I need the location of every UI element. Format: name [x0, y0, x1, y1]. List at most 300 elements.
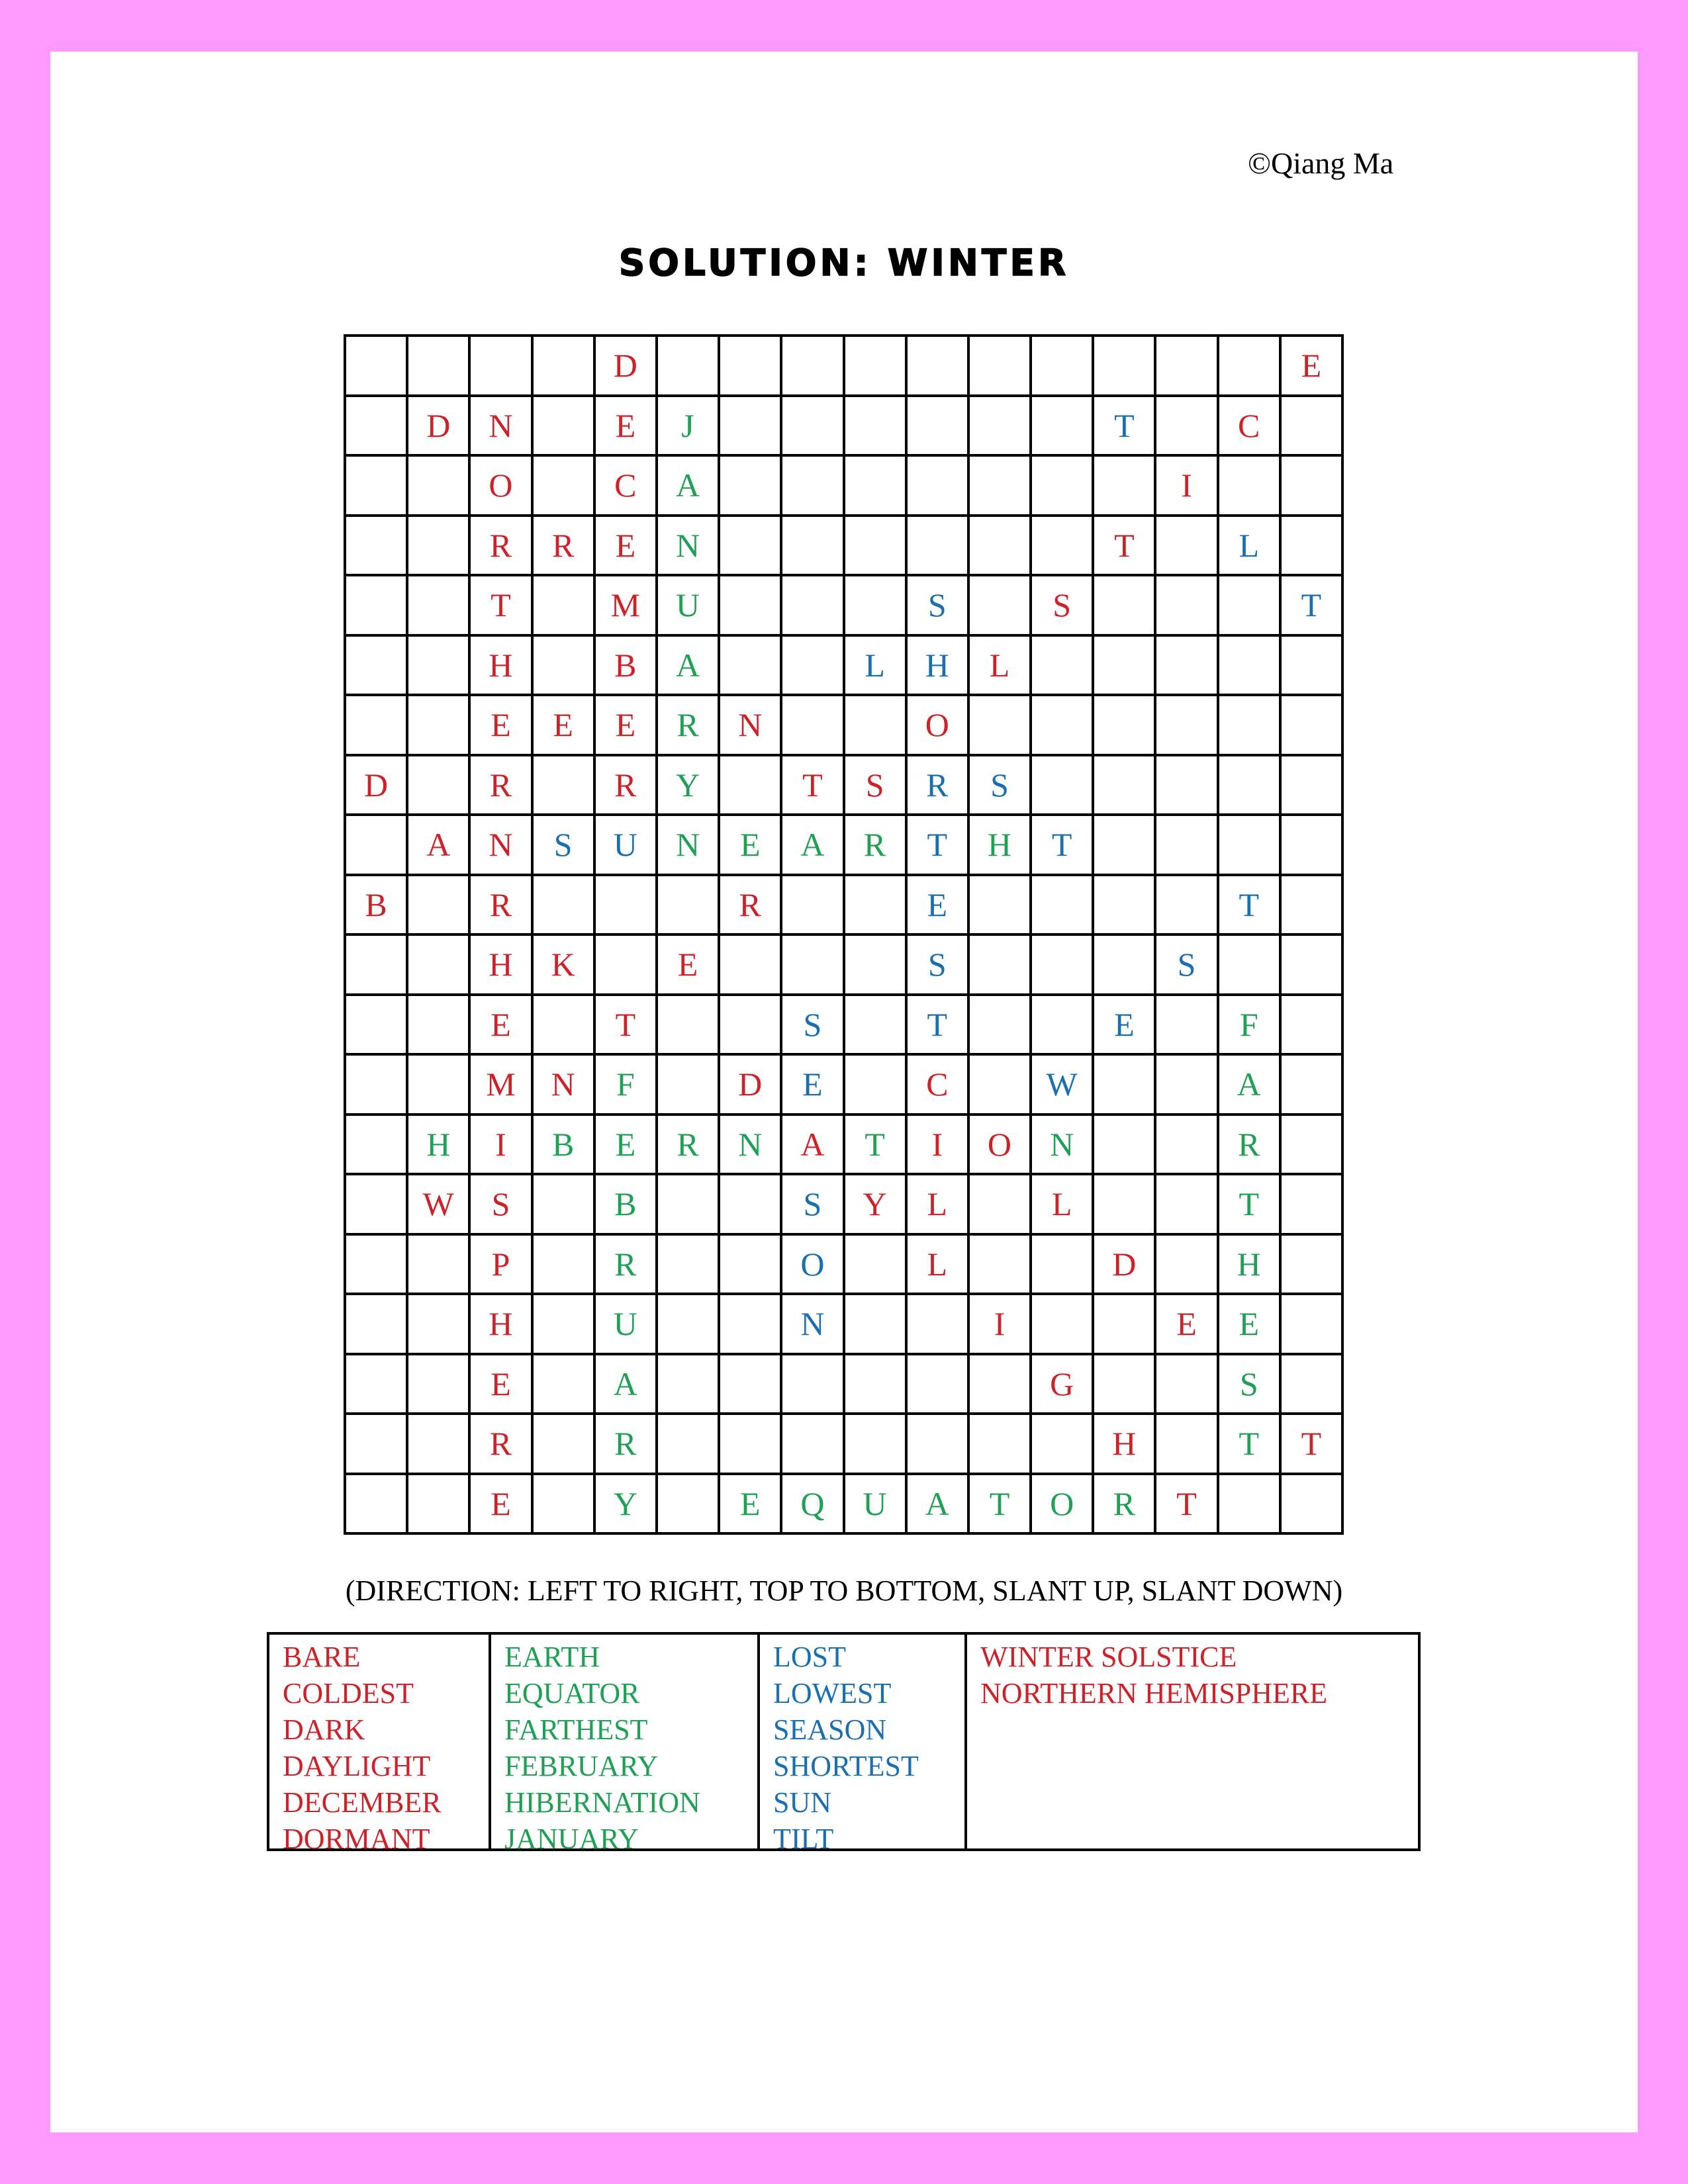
- word-bank-item: WINTER SOLSTICE: [980, 1641, 1237, 1673]
- grid-cell: [658, 1475, 720, 1535]
- grid-cell: [845, 996, 908, 1056]
- grid-cell: [1282, 816, 1344, 876]
- grid-cell: [720, 1295, 782, 1355]
- grid-cell: [658, 1355, 720, 1416]
- grid-cell: S: [471, 1175, 533, 1236]
- grid-cell: R: [1094, 1475, 1156, 1535]
- grid-cell: T: [1094, 397, 1156, 457]
- grid-cell: L: [1219, 517, 1282, 577]
- grid-cell: [845, 1236, 908, 1296]
- grid-cell: U: [658, 576, 720, 637]
- grid-cell: [970, 1175, 1032, 1236]
- grid-cell: T: [1219, 876, 1282, 936]
- grid-cell: U: [596, 816, 658, 876]
- grid-cell: E: [720, 1475, 782, 1535]
- grid-cell: [720, 397, 782, 457]
- grid-cell: [408, 1056, 471, 1116]
- grid-cell: [408, 576, 471, 637]
- grid-cell: [782, 1355, 845, 1416]
- grid-cell: [720, 756, 782, 817]
- word-bank-item: SEASON: [773, 1713, 887, 1746]
- grid-cell: H: [908, 637, 970, 697]
- grid-cell: [346, 1056, 408, 1116]
- grid-cell: B: [596, 637, 658, 697]
- grid-cell: N: [1032, 1116, 1094, 1176]
- grid-cell: [658, 1175, 720, 1236]
- word-bank-item: JANUARY: [504, 1823, 639, 1855]
- grid-cell: [534, 1415, 596, 1475]
- grid-cell: [408, 1295, 471, 1355]
- grid-cell: [908, 337, 970, 397]
- grid-cell: D: [1094, 1236, 1156, 1296]
- grid-cell: Y: [596, 1475, 658, 1535]
- grid-cell: [534, 1475, 596, 1535]
- grid-cell: [1094, 816, 1156, 876]
- grid-cell: [1156, 1116, 1219, 1176]
- grid-cell: [1282, 637, 1344, 697]
- grid-cell: T: [908, 816, 970, 876]
- grid-cell: [1032, 936, 1094, 996]
- grid-cell: B: [534, 1116, 596, 1176]
- grid-cell: [720, 457, 782, 517]
- grid-cell: [1156, 1175, 1219, 1236]
- grid-cell: [534, 1175, 596, 1236]
- grid-cell: [970, 1355, 1032, 1416]
- grid-cell: [1032, 337, 1094, 397]
- grid-cell: T: [782, 756, 845, 817]
- grid-cell: R: [534, 517, 596, 577]
- grid-cell: [1032, 637, 1094, 697]
- grid-cell: [1156, 876, 1219, 936]
- grid-cell: [720, 996, 782, 1056]
- grid-cell: O: [1032, 1475, 1094, 1535]
- grid-cell: [534, 1236, 596, 1296]
- grid-cell: D: [596, 337, 658, 397]
- grid-cell: H: [471, 637, 533, 697]
- grid-cell: [970, 696, 1032, 756]
- grid-cell: [1282, 1355, 1344, 1416]
- grid-cell: A: [658, 637, 720, 697]
- grid-cell: E: [596, 517, 658, 577]
- grid-cell: S: [970, 756, 1032, 817]
- grid-cell: F: [1219, 996, 1282, 1056]
- grid-cell: N: [658, 517, 720, 577]
- word-bank-table: [267, 1632, 1421, 1855]
- grid-cell: R: [658, 1116, 720, 1176]
- grid-cell: S: [908, 936, 970, 996]
- grid-cell: [845, 936, 908, 996]
- grid-cell: [1156, 696, 1219, 756]
- grid-cell: S: [908, 576, 970, 637]
- grid-cell: E: [720, 816, 782, 876]
- word-bank-item: TILT: [773, 1823, 834, 1855]
- grid-cell: A: [782, 1116, 845, 1176]
- grid-cell: [845, 1056, 908, 1116]
- grid-cell: [1282, 1295, 1344, 1355]
- grid-cell: [782, 696, 845, 756]
- grid-cell: [1156, 816, 1219, 876]
- grid-cell: [720, 517, 782, 577]
- grid-cell: [658, 876, 720, 936]
- grid-cell: D: [408, 397, 471, 457]
- grid-cell: [534, 337, 596, 397]
- grid-cell: C: [1219, 397, 1282, 457]
- grid-cell: [596, 876, 658, 936]
- grid-cell: [1219, 756, 1282, 817]
- grid-cell: [346, 576, 408, 637]
- grid-cell: [1094, 936, 1156, 996]
- grid-cell: [534, 1295, 596, 1355]
- grid-cell: E: [596, 1116, 658, 1176]
- grid-cell: [471, 337, 533, 397]
- grid-cell: [1032, 1415, 1094, 1475]
- grid-cell: [534, 637, 596, 697]
- grid-cell: [1219, 457, 1282, 517]
- grid-cell: [908, 397, 970, 457]
- grid-cell: T: [970, 1475, 1032, 1535]
- grid-cell: [534, 876, 596, 936]
- word-bank-item: SHORTEST: [773, 1750, 919, 1782]
- grid-cell: [1219, 816, 1282, 876]
- grid-cell: T: [1282, 1415, 1344, 1475]
- grid-cell: [845, 457, 908, 517]
- grid-cell: [970, 876, 1032, 936]
- grid-cell: [1156, 1056, 1219, 1116]
- grid-cell: [1094, 576, 1156, 637]
- grid-cell: L: [845, 637, 908, 697]
- grid-cell: [346, 816, 408, 876]
- grid-cell: [970, 337, 1032, 397]
- grid-cell: [970, 397, 1032, 457]
- grid-cell: [1094, 876, 1156, 936]
- grid-cell: [1156, 337, 1219, 397]
- grid-cell: [1282, 457, 1344, 517]
- grid-cell: N: [720, 696, 782, 756]
- word-bank-item: EARTH: [504, 1641, 600, 1673]
- grid-cell: [970, 517, 1032, 577]
- grid-cell: L: [908, 1175, 970, 1236]
- grid-cell: [720, 637, 782, 697]
- grid-cell: [782, 457, 845, 517]
- grid-cell: J: [658, 397, 720, 457]
- grid-cell: [782, 936, 845, 996]
- grid-cell: [1282, 517, 1344, 577]
- word-bank-item: SUN: [773, 1786, 832, 1819]
- grid-cell: [658, 1236, 720, 1296]
- grid-cell: [1094, 1056, 1156, 1116]
- grid-cell: R: [471, 876, 533, 936]
- word-bank-item: COLDEST: [283, 1677, 414, 1709]
- grid-cell: T: [596, 996, 658, 1056]
- grid-cell: [1282, 756, 1344, 817]
- grid-cell: [1282, 1116, 1344, 1176]
- grid-cell: [908, 1295, 970, 1355]
- grid-cell: R: [471, 517, 533, 577]
- grid-cell: R: [845, 816, 908, 876]
- grid-cell: E: [596, 397, 658, 457]
- grid-cell: [346, 1175, 408, 1236]
- grid-cell: O: [970, 1116, 1032, 1176]
- grid-cell: A: [908, 1475, 970, 1535]
- grid-cell: R: [596, 1415, 658, 1475]
- grid-cell: [845, 876, 908, 936]
- grid-cell: [346, 996, 408, 1056]
- grid-cell: [534, 576, 596, 637]
- grid-cell: [408, 1415, 471, 1475]
- word-bank-item: FEBRUARY: [504, 1750, 659, 1782]
- grid-cell: [1282, 1475, 1344, 1535]
- grid-cell: [596, 936, 658, 996]
- grid-cell: [1219, 337, 1282, 397]
- grid-cell: [782, 337, 845, 397]
- grid-cell: H: [471, 936, 533, 996]
- grid-cell: [970, 1056, 1032, 1116]
- grid-cell: [534, 996, 596, 1056]
- grid-cell: [658, 1056, 720, 1116]
- grid-cell: [408, 1355, 471, 1416]
- direction-note: (DIRECTION: LEFT TO RIGHT, TOP TO BOTTOM, SLANT UP, SLANT DOWN): [345, 1574, 1343, 1607]
- grid-cell: [908, 457, 970, 517]
- word-search-grid: [344, 334, 1344, 1535]
- grid-cell: [534, 756, 596, 817]
- word-bank-item: EQUATOR: [504, 1677, 640, 1709]
- grid-cell: [408, 936, 471, 996]
- word-bank-column: [269, 1635, 491, 1855]
- grid-cell: R: [1219, 1116, 1282, 1176]
- grid-cell: N: [534, 1056, 596, 1116]
- grid-cell: [408, 876, 471, 936]
- word-bank-item: FARTHEST: [504, 1713, 648, 1746]
- grid-cell: G: [1032, 1355, 1094, 1416]
- grid-cell: [1094, 1295, 1156, 1355]
- word-bank-item: LOWEST: [773, 1677, 892, 1709]
- grid-cell: [346, 1236, 408, 1296]
- grid-cell: N: [471, 397, 533, 457]
- grid-cell: A: [408, 816, 471, 876]
- grid-cell: [1032, 876, 1094, 936]
- grid-cell: [1282, 996, 1344, 1056]
- grid-cell: [1282, 1056, 1344, 1116]
- grid-cell: E: [471, 996, 533, 1056]
- grid-cell: [1032, 1236, 1094, 1296]
- grid-cell: O: [908, 696, 970, 756]
- grid-cell: [1219, 936, 1282, 996]
- word-bank-item: HIBERNATION: [504, 1786, 700, 1819]
- grid-cell: T: [1282, 576, 1344, 637]
- grid-cell: [346, 1355, 408, 1416]
- grid-cell: [408, 996, 471, 1056]
- grid-cell: S: [1032, 576, 1094, 637]
- grid-cell: [845, 1415, 908, 1475]
- grid-cell: E: [908, 876, 970, 936]
- grid-cell: H: [471, 1295, 533, 1355]
- grid-cell: I: [1156, 457, 1219, 517]
- grid-cell: E: [596, 696, 658, 756]
- grid-cell: [845, 696, 908, 756]
- grid-cell: [408, 696, 471, 756]
- grid-cell: C: [908, 1056, 970, 1116]
- grid-cell: A: [782, 816, 845, 876]
- grid-cell: T: [1219, 1415, 1282, 1475]
- word-bank-item: LOST: [773, 1641, 846, 1673]
- word-bank-item: BARE: [283, 1641, 361, 1673]
- grid-cell: R: [596, 756, 658, 817]
- word-bank-item: DORMANT: [283, 1823, 430, 1855]
- grid-cell: [720, 1415, 782, 1475]
- grid-cell: R: [471, 756, 533, 817]
- grid-cell: T: [908, 996, 970, 1056]
- grid-cell: [346, 457, 408, 517]
- grid-cell: R: [658, 696, 720, 756]
- grid-cell: [408, 1236, 471, 1296]
- grid-cell: [1032, 397, 1094, 457]
- grid-cell: H: [1094, 1415, 1156, 1475]
- grid-cell: R: [596, 1236, 658, 1296]
- grid-cell: [1156, 996, 1219, 1056]
- grid-cell: [346, 1116, 408, 1176]
- grid-cell: [658, 1415, 720, 1475]
- grid-cell: E: [1156, 1295, 1219, 1355]
- word-bank-column: [967, 1635, 1418, 1848]
- grid-cell: [1282, 936, 1344, 996]
- grid-cell: [346, 397, 408, 457]
- grid-cell: [970, 936, 1032, 996]
- grid-cell: S: [782, 996, 845, 1056]
- word-bank-column: [491, 1635, 760, 1855]
- grid-cell: [1219, 1475, 1282, 1535]
- grid-cell: [782, 397, 845, 457]
- grid-cell: [845, 397, 908, 457]
- grid-cell: [346, 337, 408, 397]
- grid-cell: O: [471, 457, 533, 517]
- grid-cell: [408, 457, 471, 517]
- grid-cell: [408, 637, 471, 697]
- grid-cell: [845, 1295, 908, 1355]
- grid-cell: T: [471, 576, 533, 637]
- grid-cell: [1032, 756, 1094, 817]
- grid-cell: R: [720, 876, 782, 936]
- grid-cell: E: [1094, 996, 1156, 1056]
- grid-cell: [720, 1355, 782, 1416]
- grid-cell: A: [596, 1355, 658, 1416]
- grid-cell: [534, 457, 596, 517]
- grid-cell: [1032, 1295, 1094, 1355]
- grid-cell: U: [596, 1295, 658, 1355]
- grid-cell: [908, 1355, 970, 1416]
- grid-cell: A: [658, 457, 720, 517]
- grid-cell: M: [596, 576, 658, 637]
- grid-cell: H: [1219, 1236, 1282, 1296]
- grid-cell: S: [534, 816, 596, 876]
- word-bank-column: [760, 1635, 967, 1855]
- grid-cell: [1282, 876, 1344, 936]
- grid-cell: D: [720, 1056, 782, 1116]
- grid-cell: [1156, 1236, 1219, 1296]
- grid-cell: I: [908, 1116, 970, 1176]
- grid-cell: B: [346, 876, 408, 936]
- grid-cell: L: [970, 637, 1032, 697]
- grid-cell: T: [1156, 1475, 1219, 1535]
- grid-cell: E: [471, 696, 533, 756]
- grid-cell: [408, 756, 471, 817]
- grid-cell: A: [1219, 1056, 1282, 1116]
- grid-cell: [908, 1415, 970, 1475]
- word-bank-item: DECEMBER: [283, 1786, 442, 1819]
- grid-cell: [408, 1475, 471, 1535]
- grid-cell: [346, 936, 408, 996]
- grid-cell: [658, 996, 720, 1056]
- grid-cell: [720, 1175, 782, 1236]
- grid-cell: [1156, 397, 1219, 457]
- grid-cell: [1032, 696, 1094, 756]
- grid-cell: [408, 517, 471, 577]
- grid-cell: C: [596, 457, 658, 517]
- grid-cell: S: [782, 1175, 845, 1236]
- grid-cell: Q: [782, 1475, 845, 1535]
- grid-cell: [970, 576, 1032, 637]
- grid-cell: [1156, 756, 1219, 817]
- grid-cell: E: [782, 1056, 845, 1116]
- grid-cell: [346, 1295, 408, 1355]
- grid-cell: [1094, 1116, 1156, 1176]
- grid-cell: [720, 936, 782, 996]
- grid-cell: [970, 457, 1032, 517]
- grid-cell: F: [596, 1056, 658, 1116]
- grid-cell: T: [1032, 816, 1094, 876]
- grid-cell: N: [720, 1116, 782, 1176]
- grid-cell: [346, 1415, 408, 1475]
- grid-cell: T: [845, 1116, 908, 1176]
- grid-cell: [1094, 457, 1156, 517]
- grid-cell: P: [471, 1236, 533, 1296]
- grid-cell: [1282, 397, 1344, 457]
- grid-cell: [1156, 637, 1219, 697]
- grid-cell: R: [471, 1415, 533, 1475]
- grid-cell: [1219, 696, 1282, 756]
- grid-cell: S: [1156, 936, 1219, 996]
- grid-cell: [1156, 1415, 1219, 1475]
- grid-cell: Y: [845, 1175, 908, 1236]
- grid-cell: [908, 517, 970, 577]
- grid-cell: U: [845, 1475, 908, 1535]
- grid-cell: [346, 1475, 408, 1535]
- grid-cell: [1094, 1355, 1156, 1416]
- grid-cell: [1094, 637, 1156, 697]
- grid-cell: E: [1282, 337, 1344, 397]
- grid-cell: [408, 337, 471, 397]
- grid-cell: I: [471, 1116, 533, 1176]
- grid-cell: [1156, 1355, 1219, 1416]
- grid-cell: R: [908, 756, 970, 817]
- grid-cell: [534, 1355, 596, 1416]
- grid-cell: [534, 397, 596, 457]
- grid-cell: E: [1219, 1295, 1282, 1355]
- copyright-notice: ©Qiang Ma: [1248, 146, 1394, 180]
- grid-cell: E: [471, 1355, 533, 1416]
- grid-cell: [782, 637, 845, 697]
- grid-cell: [845, 576, 908, 637]
- grid-cell: [1094, 696, 1156, 756]
- grid-cell: N: [471, 816, 533, 876]
- grid-cell: E: [534, 696, 596, 756]
- grid-cell: [970, 1415, 1032, 1475]
- grid-cell: [346, 637, 408, 697]
- grid-cell: S: [845, 756, 908, 817]
- grid-cell: [1156, 576, 1219, 637]
- word-bank-item: DARK: [283, 1713, 365, 1746]
- grid-cell: [1219, 637, 1282, 697]
- grid-cell: [658, 1295, 720, 1355]
